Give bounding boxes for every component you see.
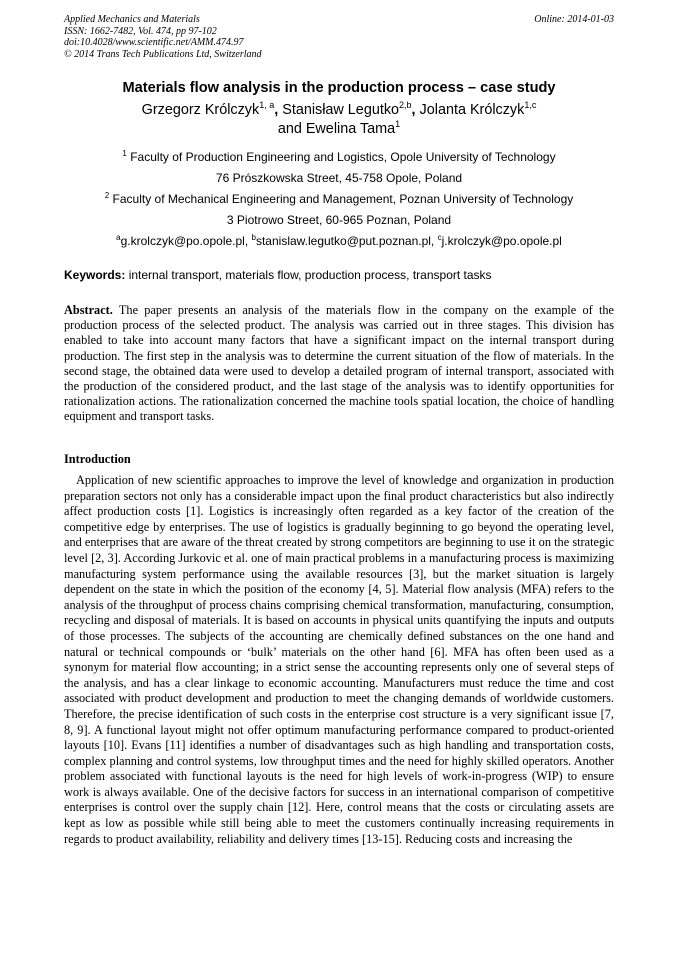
abstract-text: The paper presents an analysis of the materials flow in the company on the example of the production process of the selected product. The analysis was carried out in three stages. This division has enabled to take into account many factors that have a significant impact on the internal transport during production. The first step in the analysis was to determine the current situation of the flow of materials. In the second stage, the obtained data were used to develop a detailed program of internal transport, associated with the production of the considered product, and the last stage of the analysis was to identify opportunities for rationalization actions. The rationalization concerned the machine tools spatial location, the choice of handling equipment and transport tasks.	[64, 303, 614, 424]
email-mark: a	[116, 233, 121, 242]
copyright-line: © 2014 Trans Tech Publications Ltd, Switzerland	[64, 48, 262, 60]
issn-line: ISSN: 1662-7482, Vol. 474, pp 97-102	[64, 25, 217, 37]
affiliation-2-address: 3 Piotrowo Street, 60-965 Poznan, Poland	[226, 213, 452, 227]
author-name: Grzegorz Królczyk	[141, 102, 260, 118]
affiliation-1	[64, 150, 614, 164]
email-list	[64, 234, 614, 248]
author-name: Stanisław Legutko	[282, 102, 400, 118]
paper-title: Materials flow analysis in the production process – case study	[122, 80, 556, 96]
affiliation-name: Faculty of Production Engineering and Logistics, Opole University of Technology	[130, 150, 556, 164]
introduction-text: Application of new scientific approaches to improve the level of knowledge and organization in production preparation sectors not only has a considerable impact upon the final product characteristics but also indirectly affect production costs [1]. Logistics is increasingly often regarded as a key factor of the creation of the competitive edge by enterprises. The use of logistics is gradually beginning to go beyond the operating level, and enterprises that are aware of the threat created by strong competitors are beginning to use it on the strategic level [2, 3]. According Jurkovic et al. one of main practical problems in a manufacturing process is maximizing manufacturing system performance using the available resources [3], but the market situation is largely dependent on the state in which the position of the economy [4, 5]. Material flow analysis (MFA) refers to the analysis of the throughput of process chains comprising chemical transformation, manufacturing, consumption, recycling and disposal of materials. It is based on accounts in physical units quantifying the inputs and outputs of those processes. The subjects of the accounting are chemically defined substances on the one hand and natural or technical compounds or ‘bulk’ materials on the other hand [6]. MFA has often been used as a synonym for material flow accounting; in a strict sense the accounting represents only one of several steps of the analysis, and has a clear linkage to economic accounting. Manufacturers must reduce the time and cost associated with product development and production to meet the changing demands of worldwide customers. Therefore, the precise identification of such costs in the enterprise cost structure is a very significant issue [7, 8, 9]. A functional layout might not offer optimum manufacturing performance compared to product-oriented layouts [10]. Evans [11] identifies a number of disadvantages such as high handling and transportation costs, complex planning and control systems, low throughput times and the need for highly skilled operators. Another problem associated with functional layouts is the need for high levels of work-in-progress (WIP) to ensure work is always available. One of the decisive factors for success in an international comparison of competitive enterprises is control over the supply chain [12]. Here, control means that the costs or circulating assets are kept as low as possible while still being able to meet the customers continually increasing requirements in regards to product availability, reliability and delivery times [13-15]. Reducing costs and increasing the	[64, 473, 614, 846]
author-name: and Ewelina Tama	[277, 121, 396, 137]
affiliation-2	[64, 192, 614, 206]
author-affiliation-mark: 1, a	[259, 100, 275, 110]
email-address: g.krolczyk@po.opole.pl,	[120, 234, 249, 248]
affiliation-name: Faculty of Mechanical Engineering and Management, Poznan University of Technology	[112, 192, 574, 206]
doi-line: doi:10.4028/www.scientific.net/AMM.474.97	[64, 37, 244, 48]
journal-header	[64, 14, 614, 60]
keywords-text: internal transport, materials flow, production process, transport tasks	[128, 268, 492, 282]
keywords-label: Keywords:	[64, 268, 126, 282]
keywords	[64, 268, 618, 282]
affiliation-1-address: 76 Prószkowska Street, 45-758 Opole, Poland	[215, 171, 463, 185]
email-mark: b	[251, 233, 256, 242]
abstract	[64, 303, 614, 425]
abstract-label: Abstract.	[64, 303, 113, 317]
affiliation-number: 1	[122, 149, 127, 158]
affiliation-number: 2	[104, 191, 110, 200]
author-affiliation-mark: 2,b	[399, 100, 412, 110]
author-affiliation-mark: 1,c	[524, 100, 537, 110]
email-mark: c	[437, 233, 442, 242]
author-affiliation-mark: 1	[395, 119, 401, 129]
email-address: j.krolczyk@po.opole.pl	[441, 234, 562, 248]
author-name: Jolanta Królczyk	[419, 102, 525, 118]
online-date: Online: 2014-01-03	[534, 14, 614, 25]
journal-name: Applied Mechanics and Materials	[64, 14, 200, 25]
author-list: Grzegorz Królczyk$^{1, a}$, Stanisław Legutko$^{2,b}$, Jolanta Królczyk$^{1,c}$ and Ewelina Tama$^1$	[141, 100, 537, 137]
email-address: stanislaw.legutko@put.poznan.pl,	[255, 234, 435, 248]
section-heading-introduction: Introduction	[64, 452, 131, 466]
